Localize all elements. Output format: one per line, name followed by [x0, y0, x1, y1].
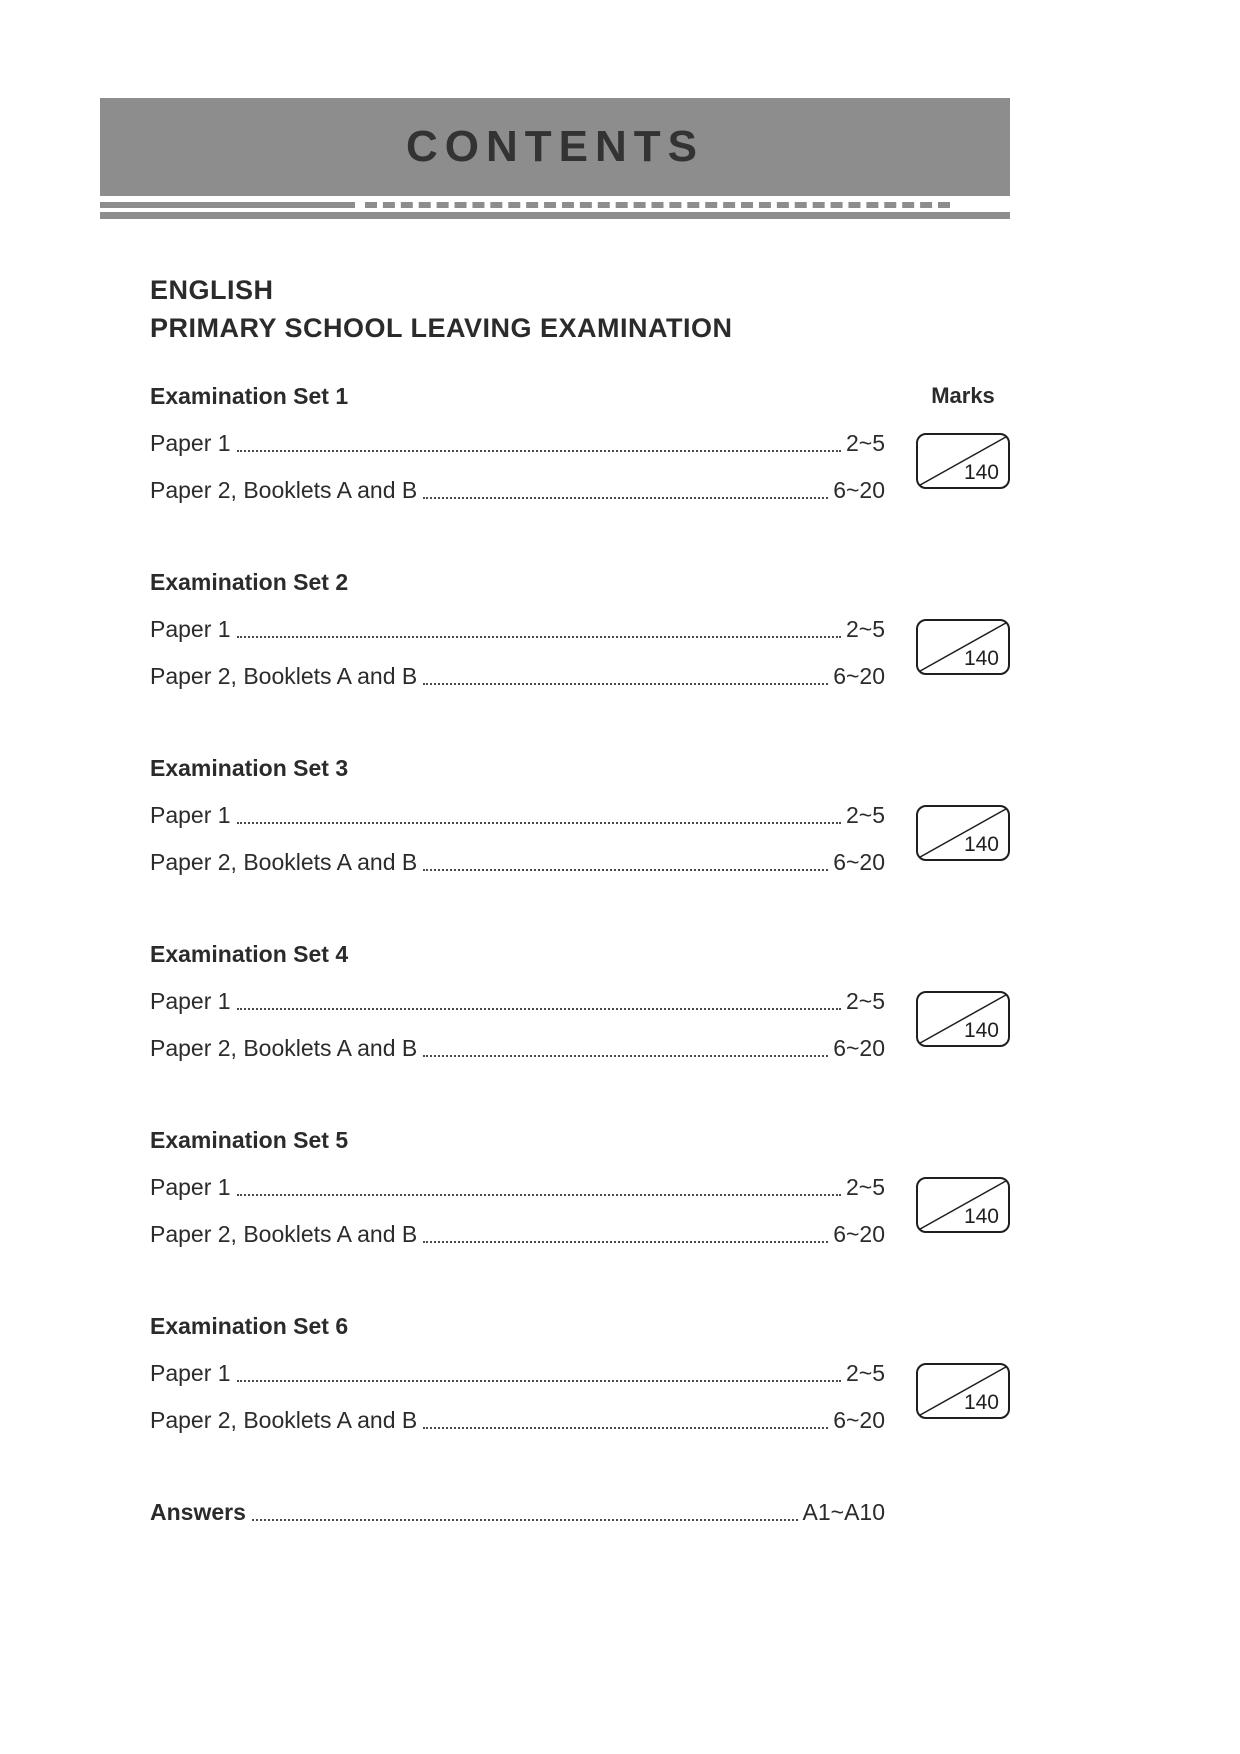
- toc-entry-label: Paper 2, Booklets A and B: [150, 1407, 418, 1433]
- toc-entry-pages: 2~5: [845, 430, 885, 456]
- exam-set-3: [150, 755, 1010, 885]
- toc-entry-label: Paper 1: [150, 988, 231, 1014]
- toc-row: [150, 1174, 885, 1201]
- dot-leader: [423, 1035, 828, 1057]
- toc-entry-pages: 6~20: [833, 477, 885, 503]
- dot-leader: [237, 616, 841, 638]
- toc-entry-pages: 2~5: [845, 616, 885, 642]
- dot-leader: [237, 1360, 841, 1382]
- dot-leader: [237, 988, 841, 1010]
- dot-leader: [237, 430, 841, 452]
- toc-entry-label: Paper 1: [150, 1174, 231, 1200]
- toc-row: [150, 430, 885, 457]
- divider-dashed-segment: [365, 202, 950, 208]
- toc-entry-label: Paper 2, Booklets A and B: [150, 663, 418, 689]
- toc-entry-label: Paper 2, Booklets A and B: [150, 1035, 418, 1061]
- marks-box: [916, 991, 1010, 1047]
- divider-solid-segment: [100, 202, 355, 208]
- exam-set-6: [150, 1313, 1010, 1443]
- toc-row: [150, 802, 885, 829]
- toc-entry-pages: 2~5: [845, 1174, 885, 1200]
- dot-leader: [423, 663, 828, 685]
- set-title: Examination Set 2: [150, 569, 349, 595]
- marks-box: [916, 619, 1010, 675]
- marks-box: [916, 1363, 1010, 1419]
- toc-row: [150, 1499, 885, 1526]
- dot-leader: [423, 849, 828, 871]
- marks-value: 140: [963, 1205, 999, 1228]
- toc-entry-pages: 2~5: [845, 988, 885, 1014]
- toc-entry-label: Paper 1: [150, 430, 231, 456]
- toc-entry-pages: 6~20: [833, 1407, 885, 1433]
- marks-value: 140: [963, 461, 999, 484]
- dot-leader: [423, 1221, 828, 1243]
- toc-row: [150, 663, 885, 690]
- set-title: Examination Set 4: [150, 941, 349, 967]
- exam-set-5: [150, 1127, 1010, 1257]
- dot-leader: [237, 1174, 841, 1196]
- set-title: Examination Set 5: [150, 1127, 349, 1153]
- toc-entry-label: Paper 1: [150, 802, 231, 828]
- dashed-divider: [100, 202, 1010, 208]
- contents-banner: [100, 98, 1010, 196]
- marks-box: [916, 433, 1010, 489]
- marks-value: 140: [963, 833, 999, 856]
- subject-line-2: PRIMARY SCHOOL LEAVING EXAMINATION: [150, 313, 733, 343]
- dot-leader: [423, 477, 828, 499]
- subject-line-1: ENGLISH: [150, 275, 274, 305]
- answers-section: [150, 1499, 1010, 1526]
- banner-divider: [100, 202, 1010, 219]
- toc-row: [150, 1035, 885, 1062]
- table-of-contents: [150, 383, 1010, 1443]
- toc-entry-pages: 6~20: [833, 849, 885, 875]
- marks-box: [916, 805, 1010, 861]
- toc-row: [150, 1221, 885, 1248]
- toc-row: [150, 1360, 885, 1387]
- dot-leader: [237, 802, 841, 824]
- marks-value: 140: [963, 647, 999, 670]
- exam-set-2: [150, 569, 1010, 699]
- marks-box: [916, 1177, 1010, 1233]
- dot-leader: [252, 1499, 798, 1521]
- exam-set-1: [150, 383, 1010, 513]
- toc-row: [150, 849, 885, 876]
- toc-entry-label: Paper 2, Booklets A and B: [150, 477, 418, 503]
- toc-row: [150, 616, 885, 643]
- toc-row: [150, 1407, 885, 1434]
- subject-heading: [150, 271, 1240, 347]
- set-title: Examination Set 3: [150, 755, 349, 781]
- toc-entry-pages: 2~5: [845, 1360, 885, 1386]
- set-title: Examination Set 1: [150, 383, 349, 409]
- page-title: CONTENTS: [406, 122, 704, 171]
- marks-header: Marks: [931, 383, 995, 408]
- toc-entry-label: Paper 2, Booklets A and B: [150, 849, 418, 875]
- toc-entry-pages: 6~20: [833, 1221, 885, 1247]
- toc-entry-pages: 6~20: [833, 663, 885, 689]
- toc-entry-pages: 6~20: [833, 1035, 885, 1061]
- marks-value: 140: [963, 1391, 999, 1414]
- answers-pages: A1~A10: [802, 1499, 885, 1525]
- toc-entry-label: Paper 1: [150, 616, 231, 642]
- divider-bar: [100, 212, 1010, 219]
- toc-entry-label: Paper 2, Booklets A and B: [150, 1221, 418, 1247]
- toc-entry-label: Paper 1: [150, 1360, 231, 1386]
- dot-leader: [423, 1407, 828, 1429]
- toc-row: [150, 477, 885, 504]
- answers-label: Answers: [150, 1499, 246, 1525]
- toc-row: [150, 988, 885, 1015]
- toc-entry-pages: 2~5: [845, 802, 885, 828]
- exam-set-4: [150, 941, 1010, 1071]
- marks-value: 140: [963, 1019, 999, 1042]
- set-title: Examination Set 6: [150, 1313, 349, 1339]
